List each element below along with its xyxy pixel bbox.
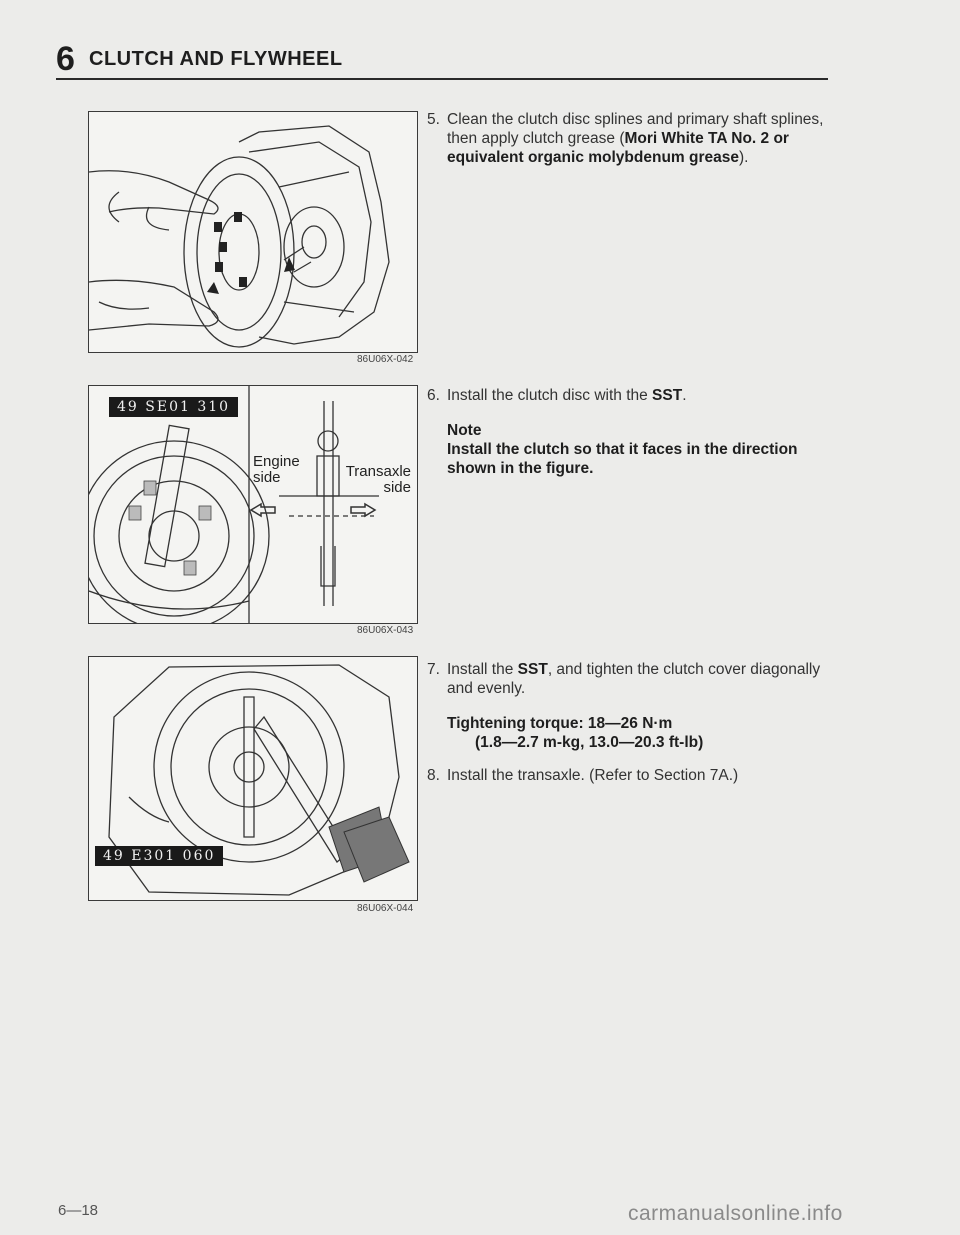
step-number: 7. xyxy=(427,661,440,678)
note-text: Install the clutch so that it faces in the direction shown in the figure. xyxy=(447,441,798,477)
torque-spec-alt-units: (1.8—2.7 m-kg, 13.0—20.3 ft-lb) xyxy=(475,734,704,751)
step-number: 5. xyxy=(427,111,440,128)
step-text-end: , and tighten the clutch cover diagonally and evenly. xyxy=(447,661,821,697)
sst-ref: SST xyxy=(652,387,683,404)
transaxle-side-line1: Transaxle xyxy=(345,463,411,480)
note-title: Note xyxy=(447,422,482,439)
engine-side-line2: side xyxy=(253,469,281,486)
sst-label: 49 SE01 310 xyxy=(109,397,238,417)
sst-ref: SST xyxy=(517,661,548,678)
sst-label: 49 E301 060 xyxy=(95,846,223,866)
torque-spec: Tightening torque: 18—26 N·m xyxy=(447,715,673,732)
engine-side-line1: Engine xyxy=(253,453,300,470)
step-text-end: ). xyxy=(739,149,749,166)
step-6 xyxy=(427,386,827,478)
section-number: 6 xyxy=(56,40,75,78)
figure-code: 86U06X-043 xyxy=(357,625,414,636)
transaxle-side-line2: side xyxy=(383,479,411,496)
step-text: Install the xyxy=(447,661,518,678)
step-text: Install the transaxle. (Refer to Section 7A.) xyxy=(447,767,739,784)
step-text-end: . xyxy=(682,387,687,404)
step-text: Install the clutch disc with the xyxy=(447,387,653,404)
figure-code: 86U06X-044 xyxy=(357,903,414,914)
figure-clutch-disc-grease xyxy=(88,111,418,353)
header-rule xyxy=(56,78,828,80)
figure-clutch-disc-install xyxy=(88,385,418,624)
figure-code: 86U06X-042 xyxy=(357,354,414,365)
page-number: 6—18 xyxy=(58,1202,99,1219)
engine-side-label xyxy=(253,454,300,486)
clutch-disc-sst-illustration xyxy=(89,386,417,623)
step-8 xyxy=(427,766,827,785)
step-number: 6. xyxy=(427,387,440,404)
page-title: CLUTCH AND FLYWHEEL xyxy=(89,48,343,70)
clutch-disc-illustration xyxy=(89,112,417,352)
step-number: 8. xyxy=(427,767,440,784)
figure-clutch-cover-tighten xyxy=(88,656,418,901)
transaxle-side-label xyxy=(341,464,411,496)
watermark: carmanualsonline.info xyxy=(628,1202,843,1225)
grease-spec: Mori White TA No. 2 or equivalent organic molybdenum grease xyxy=(447,130,789,166)
step-5 xyxy=(427,110,827,167)
step-text: Clean the clutch disc splines and primary shaft splines, then apply clutch grease ( xyxy=(447,111,824,147)
step-7 xyxy=(427,660,827,752)
